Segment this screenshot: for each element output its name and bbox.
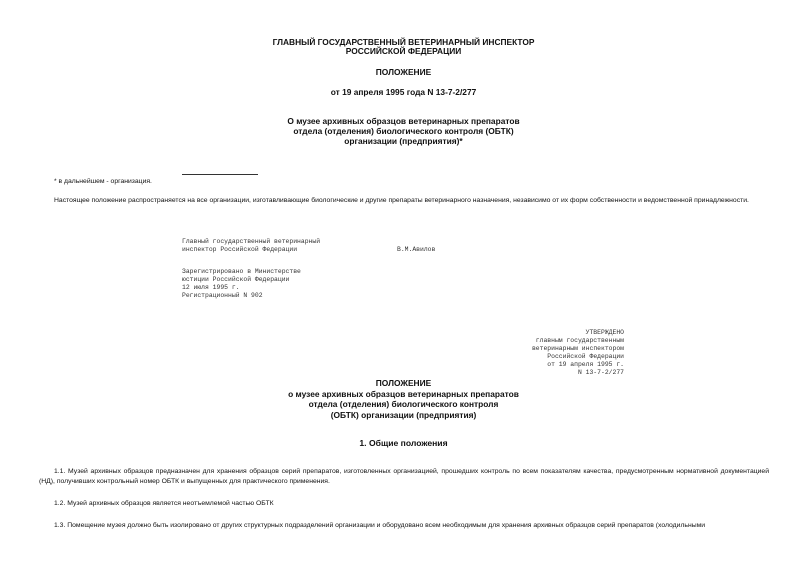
header-line-1: ГЛАВНЫЙ ГОСУДАРСТВЕННЫЙ ВЕТЕРИНАРНЫЙ ИНСПЕКТОР [272, 37, 535, 47]
registration-line-1: Зарегистрировано в Министерстве [182, 268, 301, 275]
registration-line-3: 12 июля 1995 г. [182, 284, 240, 291]
signature-position-line-1: Главный государственный ветеринарный [182, 238, 321, 245]
paragraph-1-1-text: 1.1. Музей архивных образцов предназначен для хранения образцов серий препаратов, изготовленных организацией, прошедших контроль по всем показателям качества, предусмотренным нормативной документацией (НД), получивших контрольный номер ОБТК и выпущенных для практического применения. [39, 468, 769, 485]
approval-line-5: от 19 апреля 1995 г. [547, 361, 624, 368]
header-doc-type: ПОЛОЖЕНИЕ [375, 67, 432, 77]
paragraph-1-2-text: 1.2. Музей архивных образцов является неотъемлемой частью ОБТК [54, 500, 274, 507]
signature-name: В.М.Авилов [397, 246, 436, 253]
header-date-number: от 19 апреля 1995 года N 13-7-2/277 [330, 87, 477, 97]
title-line-3: организации (предприятия)* [344, 136, 463, 146]
approval-line-2: главным государственным [535, 337, 624, 344]
signature-position-line-2: инспектор Российской Федерации [182, 246, 298, 253]
scope-paragraph [39, 196, 769, 206]
title-line-2: отдела (отделения) биологического контроля (ОБТК) [293, 126, 514, 136]
approval-line-1: УТВЕРЖДЕНО [585, 329, 624, 336]
paragraph-1-3 [39, 521, 769, 531]
approval-line-6: N 13-7-2/277 [577, 369, 624, 376]
main-title-line-4: (ОБТК) организации (предприятия) [330, 410, 477, 420]
registration-line-2: юстиции Российской Федерации [182, 276, 290, 283]
header-line-2: РОССИЙСКОЙ ФЕДЕРАЦИИ [345, 46, 462, 56]
main-title-line-2: о музее архивных образцов ветеринарных препаратов [288, 389, 519, 399]
paragraph-1-3-text: 1.3. Помещение музея должно быть изолировано от других структурных подразделений организации и оборудовано всем необходимым для хранения архивных образцов серий препаратов (холодильными [54, 522, 706, 529]
footnote: * в дальнейшем - организация. [54, 178, 152, 185]
main-title-line-3: отдела (отделения) биологического контроля [308, 399, 499, 409]
main-title-line-1: ПОЛОЖЕНИЕ [375, 378, 432, 388]
paragraph-1-1 [39, 467, 769, 487]
footnote-separator [182, 174, 258, 175]
scope-paragraph-text: Настоящее положение распространяется на все организации, изготавливающие биологические и другие препараты ветеринарного назначения, независимо от их форм собственности и ведомственной принадлежности. [54, 197, 749, 204]
title-line-1: О музее архивных образцов ветеринарных препаратов [287, 116, 520, 126]
registration-line-4: Регистрационный N 902 [182, 292, 263, 299]
approval-line-3: ветеринарным инспектором [531, 345, 624, 352]
approval-line-4: Российской Федерации [547, 353, 624, 360]
section-1-heading: 1. Общие положения [359, 438, 448, 448]
paragraph-1-2 [39, 499, 769, 509]
